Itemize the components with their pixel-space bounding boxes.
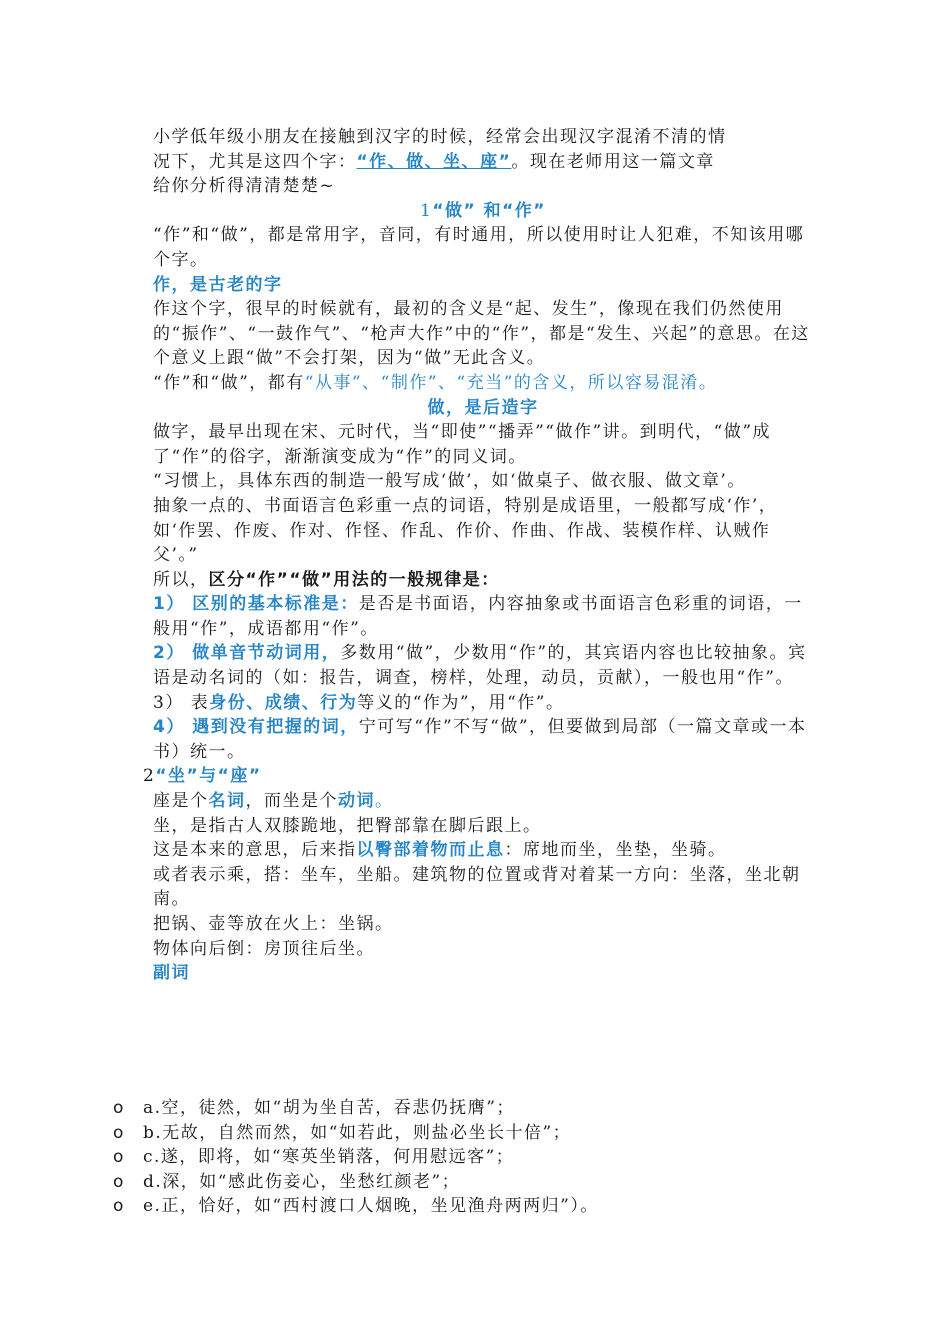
section-1-paragraph-2: 作这个字，很早的时候就有，最初的含义是“起、发生”，像现在我们仍然使用的“振作”、“一鼓作气”、“枪声大作”中的“作”，都是“发生、兴起”的意思。在这个意义上跟“做”不会打架，因为“做”无此含义。 [153,299,810,369]
section-2-number: 2 [143,766,156,787]
list-item [113,1096,599,1121]
subheading-zuo-ancient: 作，是古老的字 [153,274,283,295]
rule-1 [153,592,813,641]
list-item-text: d.深，如“感此伤妾心，坐愁红颜老”； [143,1171,461,1192]
section-1-title: “做” 和“作” [432,200,546,221]
list-item-text: e.正，恰好，如“西村渡口人烟晚，坐见渔舟两两归”）。 [143,1196,599,1217]
section-1-paragraph-1: “作”和“做”，都是常用字，音同，有时通用，所以使用时让人犯难，不知该用哪个字。 [153,225,805,270]
rule-3 [153,691,813,716]
section-2-paragraph-5: 把锅、壶等放在火上：坐锅。 [153,914,394,934]
p3-suffix: ：席地而坐，坐垫，坐骑。 [504,840,727,861]
list-item-text: a.空，徒然，如“胡为坐自苦，吞悲仍抚膺”； [143,1098,515,1118]
section-1-number: 1 [420,200,433,221]
section-2-paragraph-2: 坐，是指古人双膝跪地，把臀部靠在脚后跟上。 [153,815,542,836]
rule-3-suffix: 等义的“作为”，用“作”。 [357,692,565,713]
p1-text-c: ，而坐是个 [245,791,338,812]
list-item [113,1145,599,1170]
noun-term: 名词 [208,791,246,812]
list-item-text: c.遂，即将，如“寒英坐销落，何用慰远客”； [143,1147,515,1168]
section-1-paragraph-5: “习惯上，具体东西的制造一般写成‘做’，如‘做桌子、做衣服、做文章’。 [153,471,746,492]
bullet-marker: o [113,1098,125,1118]
rule-intro [153,568,813,593]
p3-highlight: 以臀部着物而止息 [356,840,505,861]
section-2-heading [143,764,813,789]
intro-line-2-prefix: 况下，尤其是这四个字： [153,151,357,172]
section-1-heading [153,199,813,224]
rule-3-prefix: 3） 表 [153,692,210,713]
intro-paragraph [153,125,813,199]
rule-intro-bold: 区分“作”“做”用法的一般规律是： [208,569,500,590]
rule-4-label: 4） 遇到没有把握的词， [153,717,359,738]
rule-2 [153,641,813,690]
p1-text-e: 。 [375,791,394,812]
bullet-marker: o [113,1196,125,1217]
intro-line-3: 给你分析得清清楚楚~ [153,176,336,197]
intro-line-1: 小学低年级小朋友在接触到汉字的时候，经常会出现汉字混淆不清的情 [153,127,727,147]
rule-intro-prefix: 所以， [153,569,209,590]
list-item-text: b.无故，自然而然，如“如若此，则盐必坐长十倍”； [143,1122,572,1143]
p1-text-a: 座是个 [153,791,209,812]
bullet-marker: o [113,1147,125,1168]
list-item [113,1121,599,1146]
rule-4 [153,715,813,764]
rule-2-label: 2） 做单音节动词用， [153,643,341,664]
section-2-title: “坐”与“座” [155,766,262,787]
rule-3-highlight: 身份、成绩、行为 [209,692,358,713]
verb-term: 动词 [338,791,375,812]
paragraph-3-highlight: “从事”、“制作”、“充当”的含义，所以容易混淆。 [304,372,718,393]
list-item [113,1194,599,1219]
rule-1-label: 1） 区别的基本标准是： [153,594,359,615]
subheading-zuo-later: 做，是后造字 [427,397,539,418]
rule-4-text: 宁可写“作”不写“做”，但要做到局部（一篇文章或一本书）统一。 [153,717,807,762]
section-2-paragraph-1 [153,789,813,814]
bullet-marker: o [113,1171,125,1192]
adverb-heading: 副词 [153,963,190,984]
rule-1-text: 是否是书面语，内容抽象或书面语言色彩重的词语，一般用“作”，成语都用“作”。 [153,594,803,639]
p3-prefix: 这是本来的意思，后来指 [153,840,357,861]
section-1-paragraph-3 [153,371,813,396]
bullet-marker: o [113,1122,125,1143]
section-1-paragraph-4: 做字，最早出现在宋、元时代，当“即使”“播弄”“做作”讲。到明代，“做”成了“作”的俗字，渐渐演变成为“作”的同义词。 [153,422,772,467]
section-1-paragraph-6: 抽象一点的、书面语言色彩重一点的词语，特别是成语里，一般都写成‘作’，如‘作罢、作废、作对、作怪、作乱、作价、作曲、作战、装模作样、认贼作父’。” [153,495,778,566]
intro-line-2-suffix: 。现在老师用这一篇文章 [511,151,715,172]
section-2-paragraph-6: 物体向后倒：房顶往后坐。 [153,938,375,959]
section-2-paragraph-4: 或者表示乘，搭：坐车，坐船。建筑物的位置或背对着某一方向：坐落，坐北朝南。 [153,864,801,910]
section-2-paragraph-3 [153,838,813,863]
rule-2-text: 多数用“做”，少数用“作”的，其宾语内容也比较抽象。宾语是动名词的（如：报告，调查，榜样，处理，动员，贡献），一般也用“作”。 [153,643,807,689]
intro-highlight-chars: “作、做、坐、座” [356,151,512,172]
list-item [113,1170,599,1195]
adverb-list [113,1096,599,1219]
paragraph-3-prefix: “作”和“做”，都有 [153,372,305,393]
article-body [143,125,813,986]
